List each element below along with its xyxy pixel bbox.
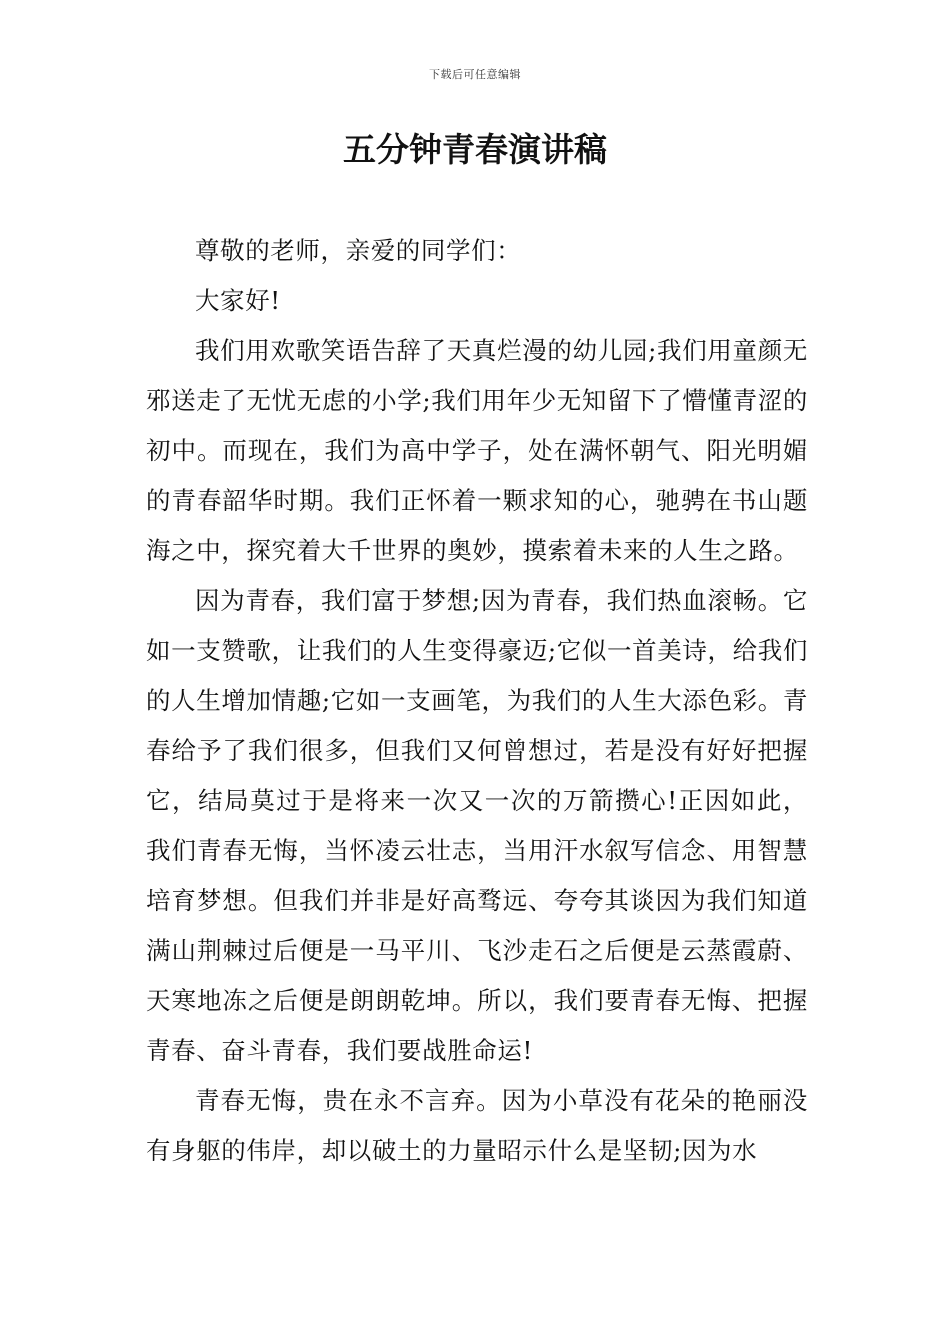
body-paragraph: 青春无悔，贵在永不言弃。因为小草没有花朵的艳丽没有身躯的伟岸，却以破土的力量昭示什么是坚韧;因为水 — [146, 1086, 808, 1165]
salutation-paragraph: 尊敬的老师，亲爱的同学们： — [195, 236, 522, 265]
document-title: 五分钟青春演讲稿 — [343, 130, 607, 169]
speech-body — [146, 226, 808, 1176]
body-paragraph: 我们用欢歌笑语告辞了天真烂漫的幼儿园;我们用童颜无邪送走了无忧无虑的小学;我们用年少无知留下了懵懂青涩的初中。而现在，我们为高中学子，处在满怀朝气、阳光明媚的青春韶华时期。我们正怀着一颗求知的心，驰骋在书山题海之中，探究着大千世界的奥妙，摸索着未来的人生之路。 — [146, 336, 808, 565]
body-paragraph: 因为青春，我们富于梦想;因为青春，我们热血滚畅。它如一支赞歌，让我们的人生变得豪迈;它似一首美诗，给我们的人生增加情趣;它如一支画笔，为我们的人生大添色彩。青春给予了我们很多，但我们又何曾想过，若是没有好好把握它，结局莫过于是将来一次又一次的万箭攒心!正因如此，我们青春无悔，当怀凌云壮志，当用汗水叙写信念、用智慧培育梦想。但我们并非是好高骛远、夸夸其谈因为我们知道满山荆棘过后便是一马平川、飞沙走石之后便是云蒸霞蔚、天寒地冻之后便是朗朗乾坤。所以，我们要青春无悔、把握青春、奋斗青春，我们要战胜命运! — [146, 586, 808, 1065]
greeting-paragraph: 大家好! — [195, 286, 281, 315]
header-note: 下载后可任意编辑 — [429, 68, 521, 81]
